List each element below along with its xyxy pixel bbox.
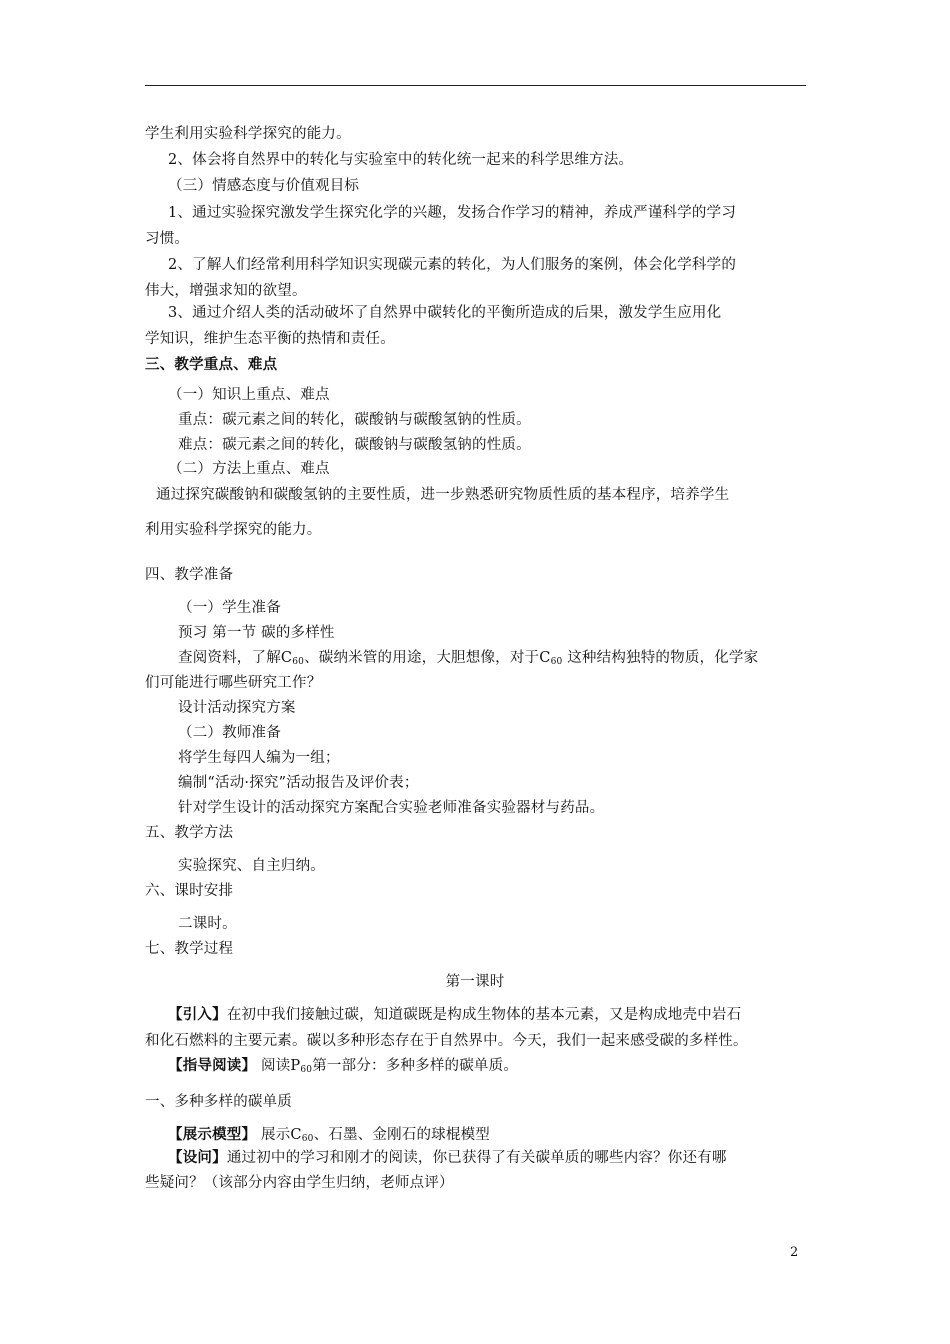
tag-label: 【展示模型】: [168, 1126, 257, 1143]
subscript: 60: [300, 1065, 313, 1075]
text-line: 将学生每四人编为一组；: [178, 750, 340, 766]
subscript: 60: [292, 657, 305, 667]
text-line: 1、通过实验探究激发学生探究化学的兴趣，发扬合作学习的精神，养成严谨科学的学习: [168, 205, 737, 221]
text-line: [178, 648, 758, 672]
text-line: [168, 1056, 518, 1080]
text-line: 习惯。: [145, 231, 190, 247]
subscript: 60: [550, 657, 563, 667]
text-line: 伟大，增强求知的欲望。: [145, 283, 307, 299]
text-line: 预习 第一节 碳的多样性: [178, 625, 335, 641]
text-span: 在初中我们接触过碳，知道碳既是构成生物体的基本元素，又是构成地壳中岩石: [226, 1007, 742, 1023]
section-heading: 四、教学准备: [145, 567, 234, 583]
text-line: 些疑问？（该部分内容由学生归纳，老师点评）: [145, 1175, 454, 1191]
text-line: 编制“活动·探究”活动报告及评价表；: [178, 775, 419, 791]
text-line: 难点：碳元素之间的转化，碳酸钠与碳酸氢钠的性质。: [178, 437, 531, 453]
section-heading: 三、教学重点、难点: [145, 356, 278, 373]
subsection-heading: （二）教师准备: [178, 725, 281, 741]
text-line: 通过探究碳酸钠和碳酸氢钠的主要性质，进一步熟悉研究物质性质的基本程序，培养学生: [156, 487, 730, 503]
text-line: 们可能进行哪些研究工作？: [145, 675, 322, 691]
subscript: 60: [301, 1134, 314, 1144]
section-heading: 六、课时安排: [145, 883, 234, 899]
text-line: 针对学生设计的活动探究方案配合实验老师准备实验器材与药品。: [178, 800, 605, 816]
lesson-title: 第一课时: [445, 974, 505, 990]
text-line: 二课时。: [178, 916, 237, 932]
header-rule: [145, 85, 806, 86]
text-line: 2、了解人们经常利用科学知识实现碳元素的转化，为人们服务的案例，体会化学科学的: [168, 257, 737, 273]
text-span: 、石墨、金刚石的球棍模型: [313, 1127, 490, 1143]
text-line: 利用实验科学探究的能力。: [145, 522, 322, 538]
text-span: 通过初中的学习和刚才的阅读，你已获得了有关碳单质的哪些内容？你还有哪: [226, 1150, 727, 1166]
text-line: 学生利用实验科学探究的能力。: [145, 126, 351, 142]
text-span: 、碳纳米管的用途，大胆想像，对于C: [304, 650, 551, 666]
text-span: 展示C: [256, 1127, 302, 1143]
text-line: [168, 1125, 490, 1149]
text-span: 阅读P: [256, 1058, 301, 1074]
subsection-heading: （一）知识上重点、难点: [168, 387, 330, 403]
text-line: 2、体会将自然界中的转化与实验室中的转化统一起来的科学思维方法。: [168, 152, 634, 168]
subsection-heading: （一）学生准备: [178, 600, 281, 616]
tag-label: 【设问】: [168, 1149, 227, 1166]
text-line: 重点：碳元素之间的转化，碳酸钠与碳酸氢钠的性质。: [178, 412, 531, 428]
subsection-heading: （二）方法上重点、难点: [168, 461, 330, 477]
section-heading: 七、教学过程: [145, 941, 234, 957]
tag-label: 【引入】: [168, 1006, 227, 1023]
section-heading: （三）情感态度与价值观目标: [168, 178, 360, 194]
text-span: 第一部分：多种多样的碳单质。: [312, 1058, 519, 1074]
tag-label: 【指导阅读】: [168, 1057, 257, 1074]
text-line: [168, 1005, 741, 1025]
text-line: 和化石燃料的主要元素。碳以多种形态存在于自然界中。今天，我们一起来感受碳的多样性。: [145, 1033, 748, 1049]
text-line: [168, 1148, 727, 1168]
section-heading: 五、教学方法: [145, 825, 234, 841]
text-span: 这种结构独特的物质，化学家: [562, 650, 759, 666]
text-line: 设计活动探究方案: [178, 700, 296, 716]
page-number: 2: [790, 1245, 799, 1260]
text-span: 查阅资料，了解C: [178, 650, 293, 666]
text-line: 3、通过介绍人类的活动破坏了自然界中碳转化的平衡所造成的后果，激发学生应用化: [168, 305, 722, 321]
text-line: 实验探究、自主归纳。: [178, 858, 325, 874]
text-line: 学知识，维护生态平衡的热情和责任。: [145, 331, 395, 347]
section-heading: 一、多种多样的碳单质: [145, 1094, 292, 1110]
